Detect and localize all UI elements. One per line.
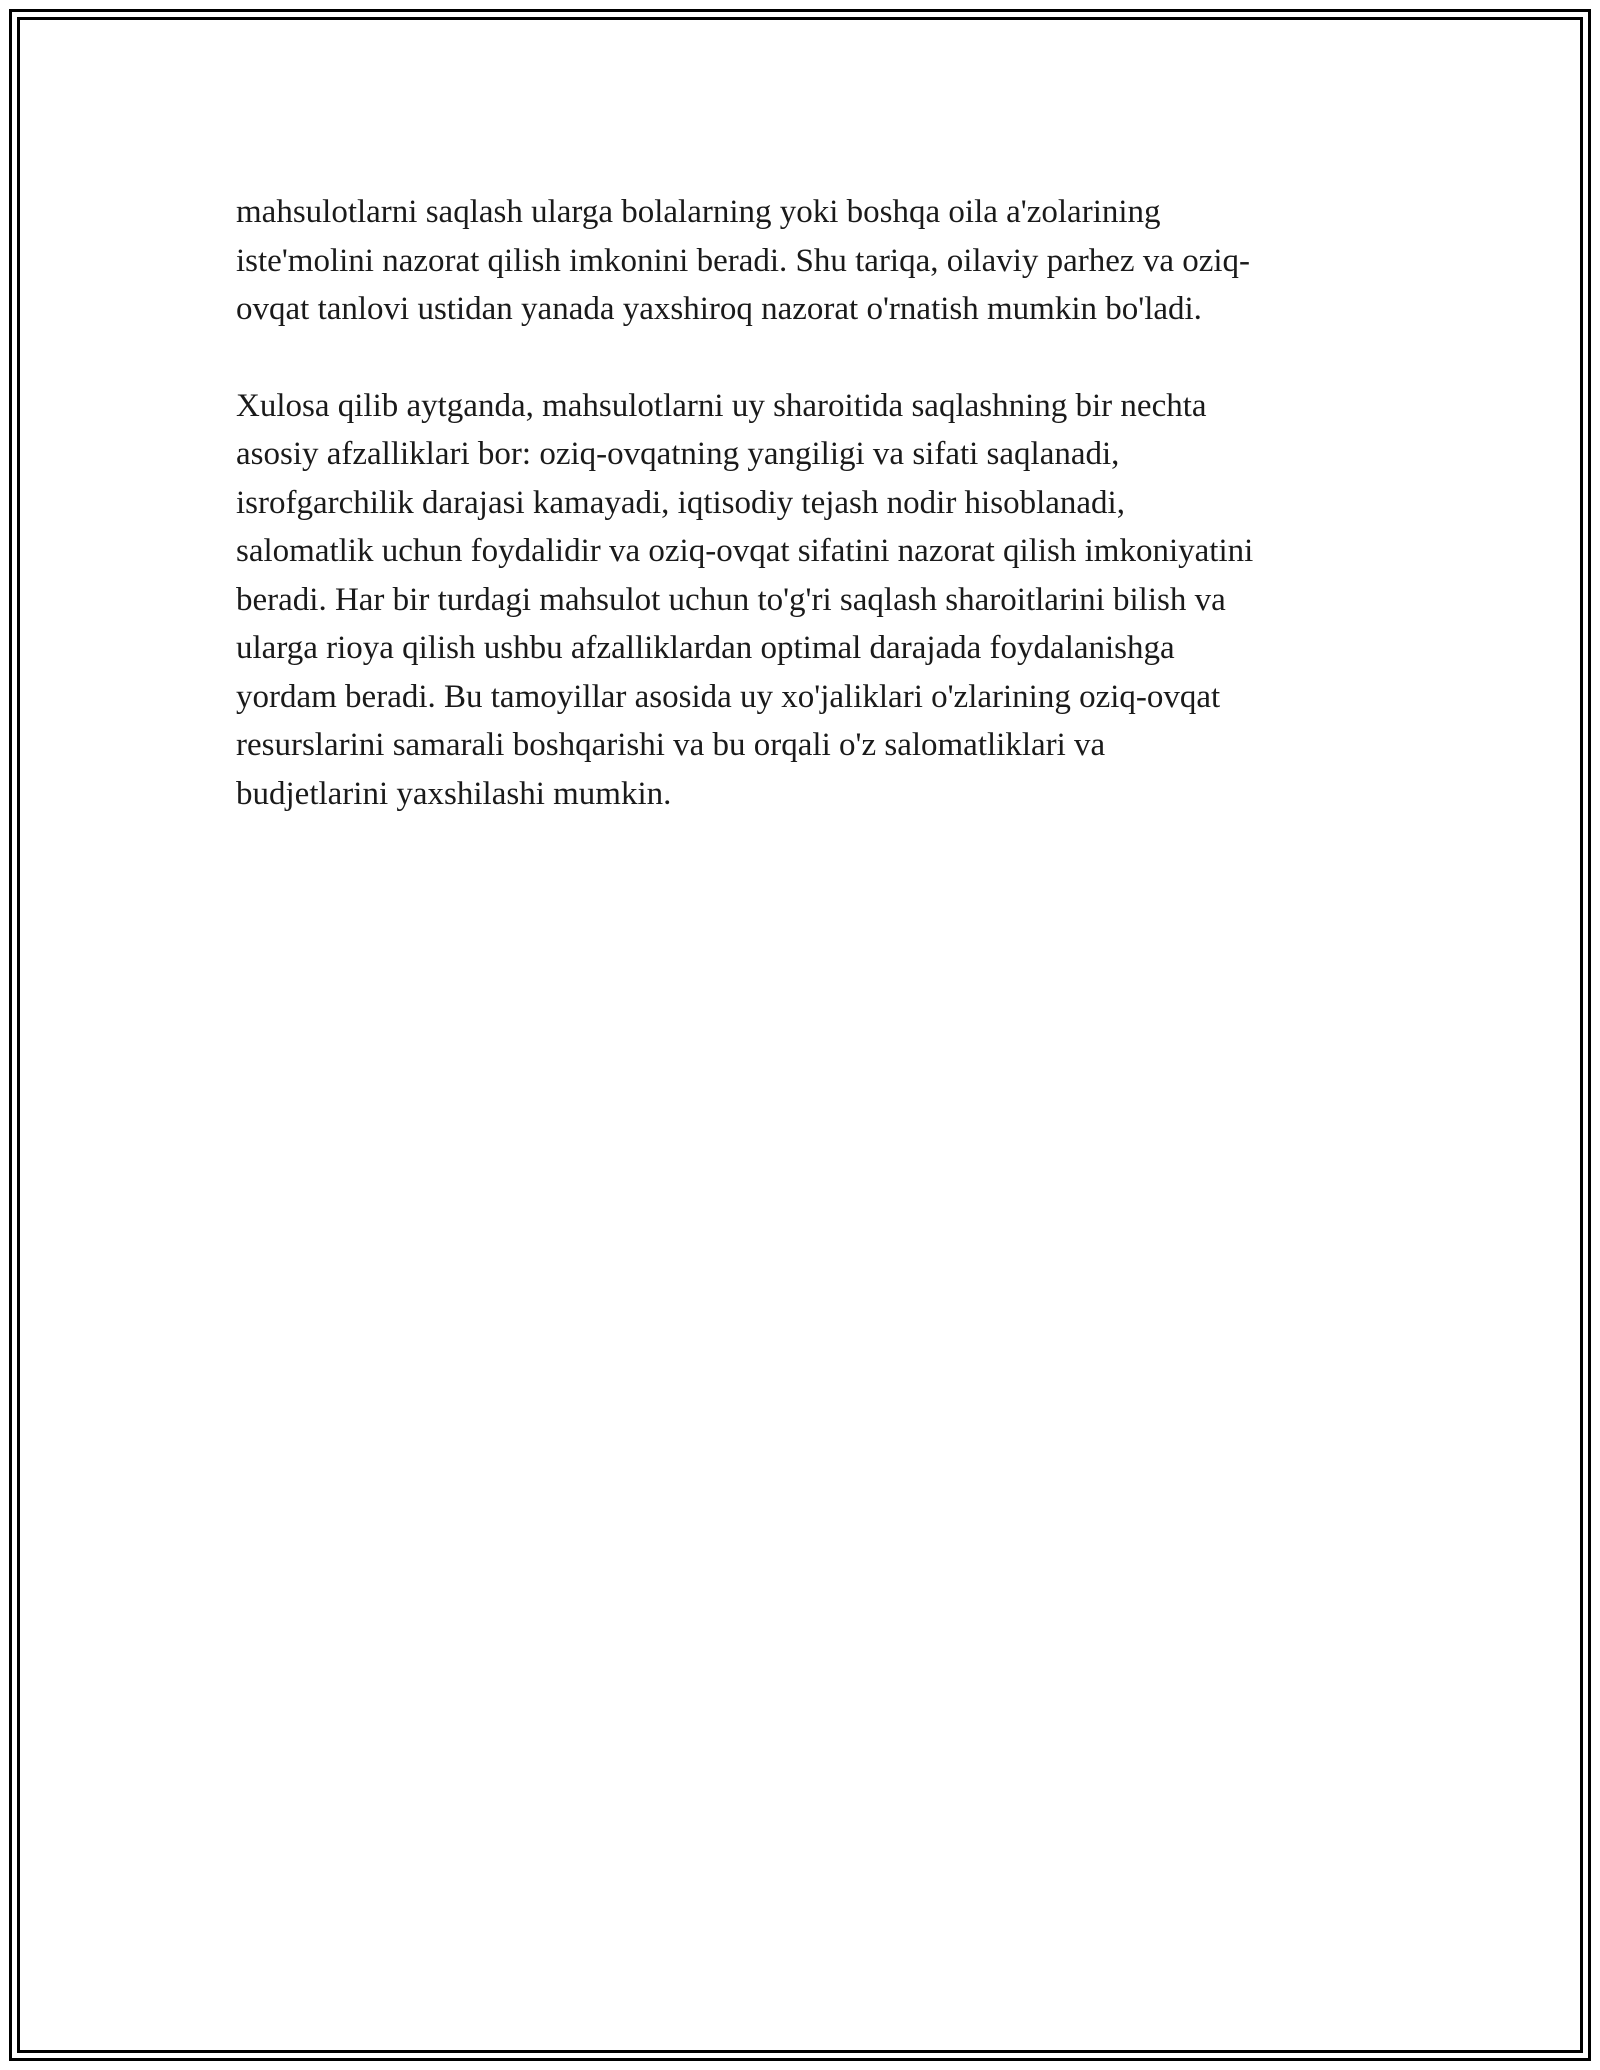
text-line: ovqat tanlovi ustidan yanada yaxshiroq nazorat o'rnatish mumkin bo'ladi. <box>236 291 1202 327</box>
text-line: asosiy afzalliklari bor: oziq-ovqatning yangiligi va sifati saqlanadi, <box>236 436 1120 472</box>
text-line: yordam beradi. Bu tamoyillar asosida uy xo'jaliklari o'zlarining oziq-ovqat <box>236 678 1221 715</box>
text-line: ularga rioya qilish ushbu afzalliklardan optimal darajada foydalanishga <box>236 630 1175 666</box>
paragraph-2 <box>236 382 1396 819</box>
paragraph-1 <box>236 188 1396 334</box>
text-line: salomatlik uchun foydalidir va oziq-ovqat sifatini nazorat qilish imkoniyatini <box>236 533 1254 569</box>
document-body <box>236 188 1396 866</box>
text-line: beradi. Har bir turdagi mahsulot uchun to'g'ri saqlash sharoitlarini bilish va <box>236 581 1226 618</box>
text-line: iste'molini nazorat qilish imkonini beradi. Shu tariqa, oilaviy parhez va oziq- <box>236 242 1251 279</box>
text-line: budjetlarini yaxshilashi mumkin. <box>236 775 672 812</box>
text-line: resurslarini samarali boshqarishi va bu orqali o'z salomatliklari va <box>236 727 1106 763</box>
text-line: mahsulotlarni saqlash ularga bolalarning yoki boshqa oila a'zolarining <box>236 194 1161 230</box>
text-line: isrofgarchilik darajasi kamayadi, iqtisodiy tejash nodir hisoblanadi, <box>236 484 1125 521</box>
text-line: Xulosa qilib aytganda, mahsulotlarni uy sharoitida saqlashning bir nechta <box>236 387 1207 424</box>
